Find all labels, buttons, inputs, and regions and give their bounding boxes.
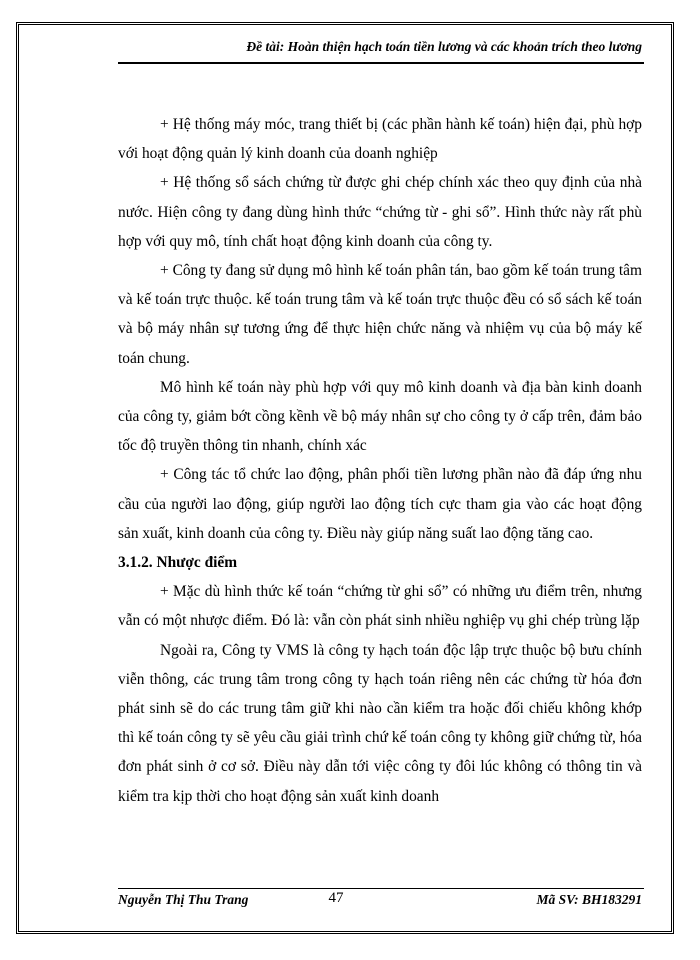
footer-rule: [118, 888, 644, 889]
paragraph: + Công tác tổ chức lao động, phân phối tiền lương phần nào đã đáp ứng nhu cầu của người lao động, giúp người lao động tích cực tham gia vào các hoạt động sản xuất, kinh doanh của công ty. Điều này giúp năng suất lao động tăng cao.: [118, 466, 642, 542]
document-body: [118, 110, 642, 811]
paragraph: Mô hình kế toán này phù hợp với quy mô kinh doanh và địa bàn kinh doanh của công ty, giảm bớt cồng kềnh về bộ máy nhân sự cho công ty ở cấp trên, đảm bảo tốc độ truyền thông tin nhanh, chính xác: [118, 378, 642, 455]
header-rule: [118, 62, 644, 64]
paragraph: + Công ty đang sử dụng mô hình kế toán phân tán, bao gồm kế toán trung tâm và kế toán trực thuộc. kế toán trung tâm và kế toán trực thuộc đều có sổ sách kế toán và bộ máy nhân sự tương ứng để thực hiện chức năng và nhiệm vụ của bộ máy kế toán chung.: [118, 262, 642, 367]
paragraph: + Hệ thống sổ sách chứng từ được ghi chép chính xác theo quy định của nhà nước. Hiện công ty đang dùng hình thức “chứng từ - ghi sổ”. Hình thức này rất phù hợp với quy mô, tính chất hoạt động kinh doanh của công ty.: [118, 174, 642, 250]
footer-student-id: Mã SV: BH183291: [536, 892, 642, 907]
page-footer: [118, 892, 642, 914]
section-heading: 3.1.2. Nhược điểm: [118, 554, 238, 572]
paragraph: + Mặc dù hình thức kế toán “chứng từ ghi sổ” có những ưu điểm trên, nhưng vẫn có một nhược điểm. Đó là: vẫn còn phát sinh nhiều nghiệp vụ ghi chép trùng lặp: [118, 583, 642, 630]
page-number: 47: [328, 890, 344, 906]
paragraph: Ngoài ra, Công ty VMS là công ty hạch toán độc lập trực thuộc bộ bưu chính viễn thông, các trung tâm trong công ty hạch toán riêng nên các chứng từ hóa đơn phát sinh sẽ do các trung tâm giữ khi nào cần kiểm tra hoặc đối chiếu không khớp thì kế toán công ty sẽ yêu cầu giải trình chứ kế toán công ty không giữ chứng từ, hóa đơn phát sinh ở cơ sở. Điều này dẫn tới việc công ty đôi lúc không có thông tin và kiểm tra kịp thời cho hoạt động sản xuất kinh doanh: [118, 641, 642, 805]
paragraph: + Hệ thống máy móc, trang thiết bị (các phần hành kế toán) hiện đại, phù hợp với hoạt động quản lý kinh doanh của doanh nghiệp: [118, 116, 642, 163]
footer-author: Nguyễn Thị Thu Trang: [118, 892, 249, 907]
running-header: Đề tài: Hoàn thiện hạch toán tiền lương và các khoản trích theo lương: [246, 39, 642, 54]
